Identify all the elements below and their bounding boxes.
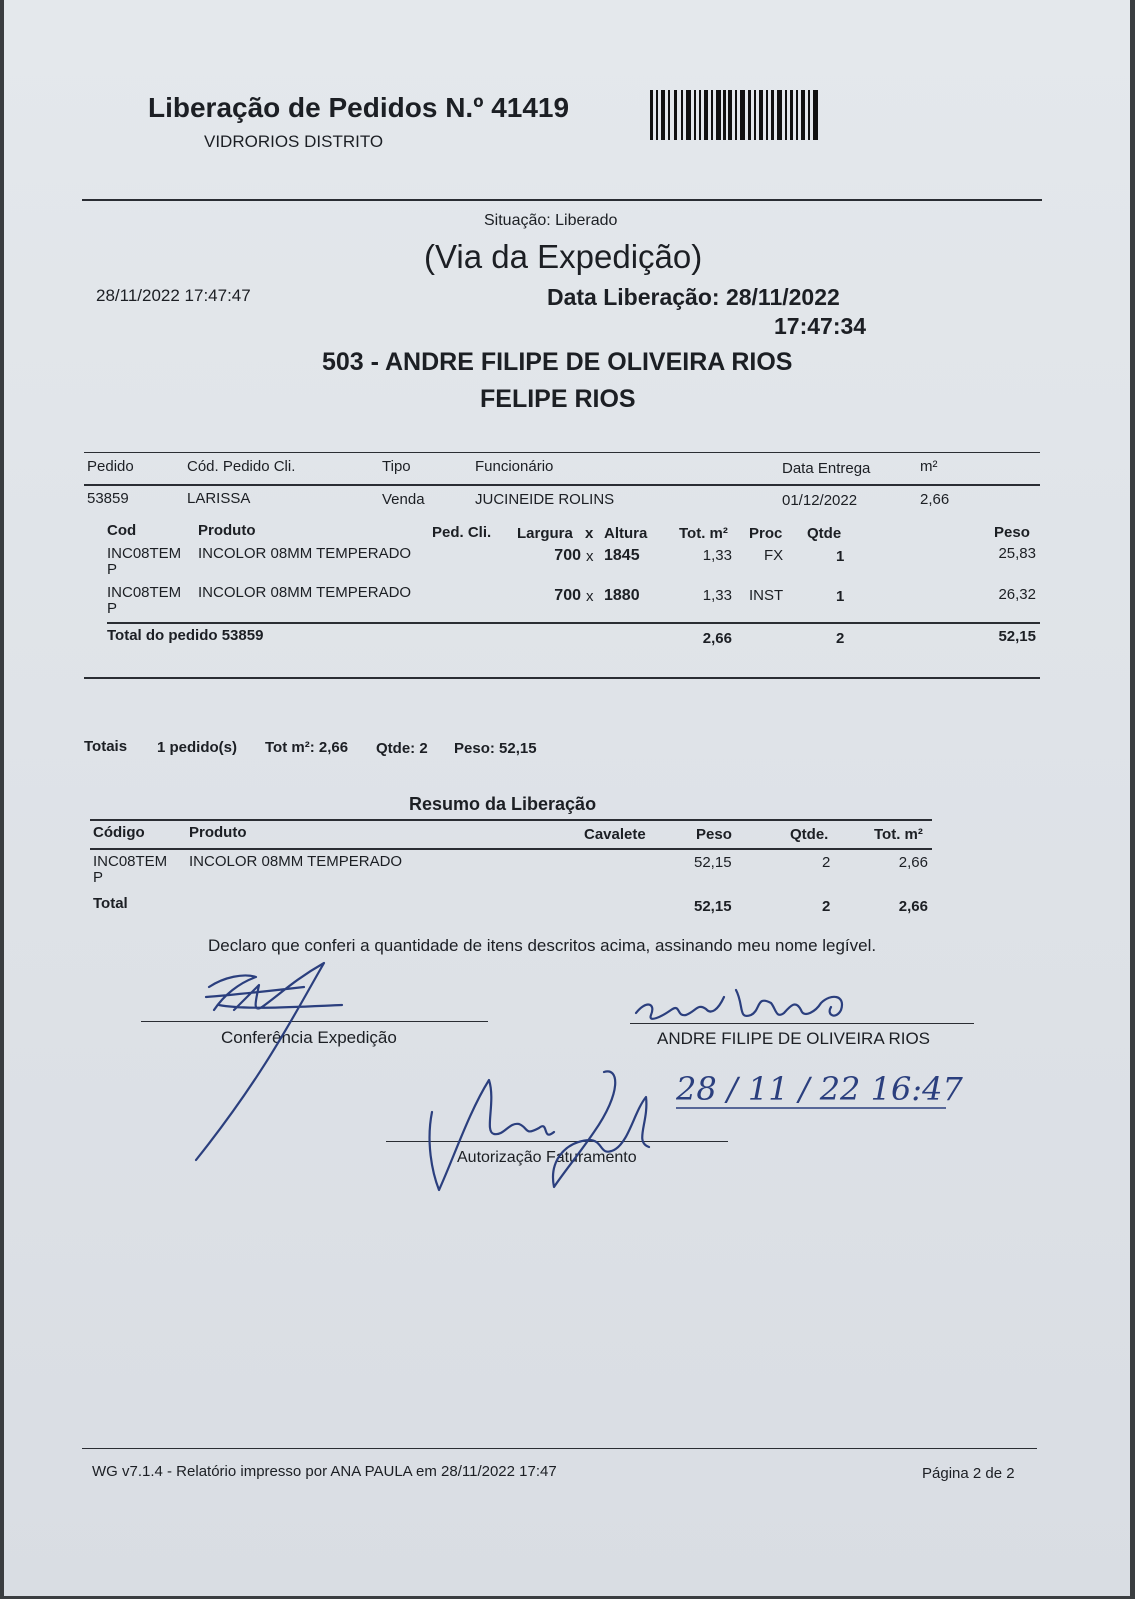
summary-top-line <box>90 819 932 821</box>
section-divider <box>84 677 1040 679</box>
item-produto: INCOLOR 08MM TEMPERADO <box>198 545 412 562</box>
item-x: x <box>586 588 594 605</box>
col-cod: Cod <box>107 522 137 539</box>
col-cod-pedido-cli: Cód. Pedido Cli. <box>187 458 296 475</box>
item-peso: 26,32 <box>998 586 1036 603</box>
summary-col-qtde: Qtde. <box>790 826 829 843</box>
col-ped-cli: Ped. Cli. <box>432 524 492 541</box>
totals-label: Totais <box>84 738 128 755</box>
order-cod-cli: LARISSA <box>187 490 251 507</box>
client-name: 503 - ANDRE FILIPE DE OLIVEIRA RIOS <box>322 348 793 376</box>
summary-total-label: Total <box>93 895 128 912</box>
footer-printed-by: WG v7.1.4 - Relatório impresso por ANA PAULA em 28/11/2022 17:47 <box>92 1463 557 1480</box>
order-m2: 2,66 <box>920 491 950 508</box>
item-x: x <box>586 548 594 565</box>
header-divider <box>82 199 1042 201</box>
summary-col-codigo: Código <box>93 824 145 841</box>
barcode <box>650 90 822 140</box>
totals-m2: Tot m²: 2,66 <box>265 739 349 756</box>
item-altura: 1845 <box>604 547 640 564</box>
item-cod: INC08TEM <box>107 545 182 562</box>
item-tot-m2: 1,33 <box>702 547 732 564</box>
totals-pedidos: 1 pedido(s) <box>157 739 238 756</box>
data-liberacao-time: 17:47:34 <box>774 313 867 339</box>
col-largura: Largura <box>517 525 573 542</box>
via-label: (Via da Expedição) <box>424 238 703 275</box>
order-total-peso: 52,15 <box>998 628 1036 645</box>
col-altura: Altura <box>604 525 648 542</box>
order-total-m2: 2,66 <box>702 630 732 647</box>
summary-produto: INCOLOR 08MM TEMPERADO <box>189 853 403 870</box>
item-proc: FX <box>764 547 784 564</box>
autorizacao-label: Autorização Faturamento <box>457 1149 637 1166</box>
printed-timestamp: 28/11/2022 17:47:47 <box>96 286 251 305</box>
item-peso: 25,83 <box>998 545 1036 562</box>
document-page <box>4 0 1130 1596</box>
summary-total-qtde: 2 <box>822 898 831 915</box>
item-proc: INST <box>749 587 784 604</box>
conferencia-label: Conferência Expedição <box>221 1028 397 1047</box>
col-pedido: Pedido <box>87 458 134 475</box>
totals-qtde: Qtde: 2 <box>376 740 428 757</box>
item-qtde: 1 <box>836 588 845 605</box>
item-cod-cont: P <box>107 600 118 617</box>
totals-peso: Peso: 52,15 <box>454 740 537 757</box>
summary-col-peso: Peso <box>696 826 732 843</box>
col-peso: Peso <box>994 524 1030 541</box>
items-total-line <box>107 622 1040 624</box>
summary-header-line <box>90 848 932 850</box>
summary-col-cavalete: Cavalete <box>584 826 646 843</box>
summary-qtde: 2 <box>822 854 831 871</box>
item-largura: 700 <box>554 547 581 564</box>
document-title: Liberação de Pedidos N.º 41419 <box>148 92 570 123</box>
summary-total-peso: 52,15 <box>694 898 732 915</box>
declaration-text: Declaro que conferi a quantidade de itens descritos acima, assinando meu nome legível. <box>208 936 877 955</box>
client-signature-name: ANDRE FILIPE DE OLIVEIRA RIOS <box>657 1029 931 1048</box>
item-cod: INC08TEM <box>107 584 182 601</box>
situacao: Situação: Liberado <box>484 212 618 229</box>
handwritten-date-text: 28 / 11 / 22 16:47 <box>676 1070 963 1108</box>
footer-page-number: Página 2 de 2 <box>922 1465 1015 1482</box>
summary-peso: 52,15 <box>694 854 732 871</box>
col-produto: Produto <box>198 522 256 539</box>
col-tot-m2: Tot. m² <box>679 525 728 542</box>
summary-codigo-cont: P <box>93 869 104 886</box>
client-nickname: FELIPE RIOS <box>480 385 636 413</box>
item-tot-m2: 1,33 <box>702 587 732 604</box>
order-data-entrega: 01/12/2022 <box>782 492 858 509</box>
footer-divider <box>82 1448 1037 1449</box>
order-tipo: Venda <box>382 491 425 508</box>
col-proc: Proc <box>749 525 783 542</box>
order-table-top-line <box>84 452 1040 453</box>
summary-title: Resumo da Liberação <box>409 794 597 814</box>
summary-col-tot-m2: Tot. m² <box>874 826 923 843</box>
item-cod-cont: P <box>107 561 118 578</box>
signature-client <box>626 975 866 1030</box>
col-m2: m² <box>920 458 938 475</box>
item-produto: INCOLOR 08MM TEMPERADO <box>198 584 412 601</box>
signature-autorizacao <box>424 1062 664 1197</box>
summary-total-m2: 2,66 <box>898 898 928 915</box>
col-funcionario: Funcionário <box>475 458 554 475</box>
order-number: 53859 <box>87 490 129 507</box>
order-funcionario: JUCINEIDE ROLINS <box>475 491 615 508</box>
order-total-label: Total do pedido 53859 <box>107 627 264 644</box>
data-liberacao: Data Liberação: 28/11/2022 <box>547 284 840 310</box>
order-table-header-line <box>84 484 1040 486</box>
col-data-entrega: Data Entrega <box>782 460 871 477</box>
col-tipo: Tipo <box>382 458 411 475</box>
signature-conferencia <box>184 955 354 1165</box>
order-total-qtde: 2 <box>836 630 845 647</box>
col-qtde: Qtde <box>807 525 842 542</box>
item-qtde: 1 <box>836 548 845 565</box>
summary-col-produto: Produto <box>189 824 247 841</box>
item-altura: 1880 <box>604 587 640 604</box>
summary-tot-m2: 2,66 <box>898 854 928 871</box>
col-x: x <box>585 525 594 542</box>
handwritten-date <box>676 1068 966 1113</box>
company-name: VIDRORIOS DISTRITO <box>204 132 384 151</box>
item-largura: 700 <box>554 587 581 604</box>
summary-codigo: INC08TEM <box>93 853 168 870</box>
